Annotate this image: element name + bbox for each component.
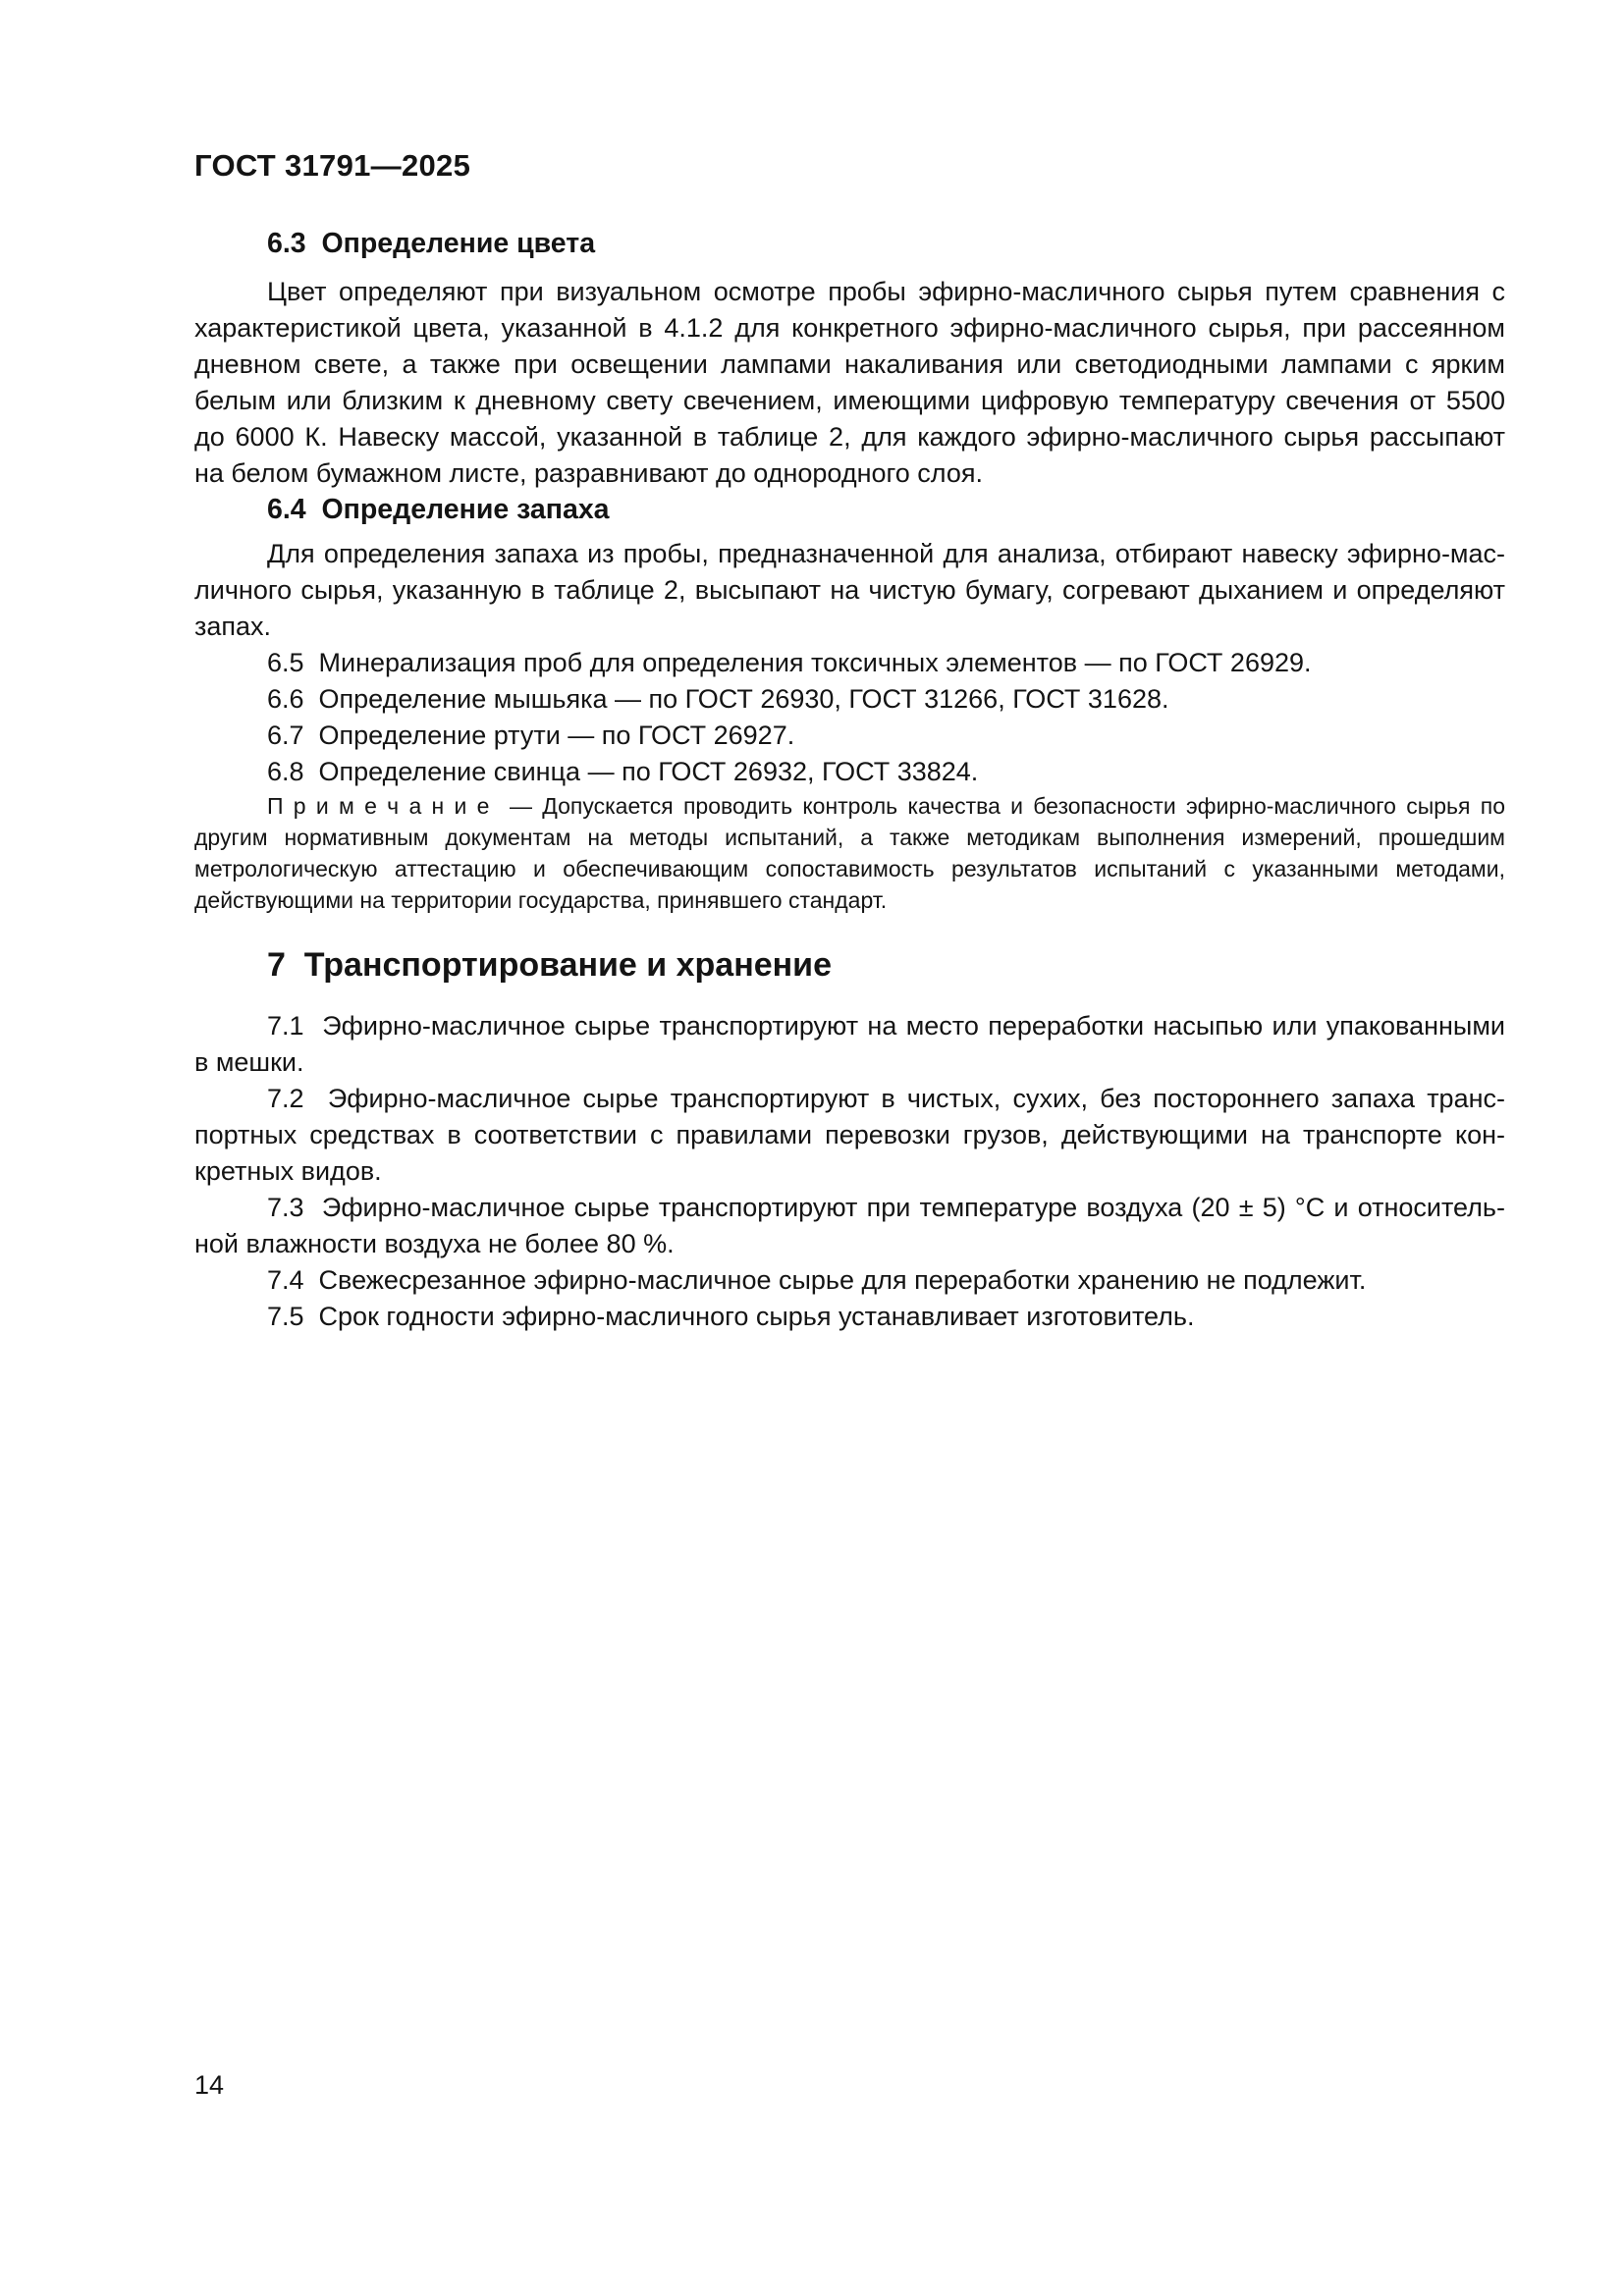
clause-6-6: 6.6 Определение мышьяка — по ГОСТ 26930, ГОСТ 31266, ГОСТ 31628. <box>267 684 1169 714</box>
paragraph-7-4 <box>194 1262 1505 1299</box>
text-line: дневном свете, а также при освещении лампами накаливания или светодиодными лампами с ярким <box>194 349 1505 379</box>
section-7-heading: 7 Транспортирование и хранение <box>267 946 832 984</box>
section-6-4-heading: 6.4 Определение запаха <box>267 494 610 525</box>
text-line: характеристикой цвета, указанной в 4.1.2 для конкретного эфирно-масличного сырья, при рассеянном <box>194 313 1505 343</box>
paragraph-6-3 <box>194 274 1505 492</box>
clause-list <box>194 645 1505 790</box>
text-line: белым или близким к дневному свету свечением, имеющими цифровую температуру свечения от 5500 <box>194 386 1505 415</box>
text-line: в мешки. <box>194 1047 304 1077</box>
text-line: 7.1 Эфирно-масличное сырье транспортируют на место переработки насыпью или упакованными <box>267 1011 1505 1041</box>
text-line: 7.2 Эфирно-масличное сырье транспортируют в чистых, сухих, без постороннего запаха транс- <box>267 1084 1505 1113</box>
text-line: Цвет определяют при визуальном осмотре пробы эфирно-масличного сырья путем сравнения с <box>267 277 1505 306</box>
section-6-3-heading: 6.3 Определение цвета <box>267 228 596 259</box>
paragraph-7-5 <box>194 1299 1505 1335</box>
note-line: действующими на территории государства, принявшего стандарт. <box>194 887 888 913</box>
note-line: другим нормативным документам на методы испытаний, а также методикам выполнения измерений, прошедшим <box>194 825 1505 850</box>
text-line: запах. <box>194 612 272 641</box>
paragraph-7-1 <box>194 1008 1505 1081</box>
text-line: 7.4 Свежесрезанное эфирно-масличное сырье для переработки хранению не подлежит. <box>267 1265 1367 1295</box>
text-line: 7.5 Срок годности эфирно-масличного сырья устанавливает изготовитель. <box>267 1302 1195 1331</box>
text-line: личного сырья, указанную в таблице 2, высыпают на чистую бумагу, согревают дыханием и определяют <box>194 575 1505 605</box>
text-line: кретных видов. <box>194 1156 382 1186</box>
paragraph-6-4 <box>194 536 1505 645</box>
text-line: Для определения запаха из пробы, предназначенной для анализа, отбирают навеску эфирно-мас- <box>267 539 1505 568</box>
text-line: на белом бумажном листе, разравнивают до однородного слоя. <box>194 458 983 488</box>
clause-6-8: 6.8 Определение свинца — по ГОСТ 26932, ГОСТ 33824. <box>267 757 979 786</box>
page-content <box>194 150 1505 1335</box>
paragraph-7-3 <box>194 1190 1505 1262</box>
text-line: ной влажности воздуха не более 80 %. <box>194 1229 675 1258</box>
text-line: портных средствах в соответствии с правилами перевозки грузов, действующими на транспорте кон- <box>194 1120 1505 1149</box>
clause-6-5: 6.5 Минерализация проб для определения токсичных элементов — по ГОСТ 26929. <box>267 648 1312 677</box>
paragraph-7-2 <box>194 1081 1505 1190</box>
note-line: П р и м е ч а н и е — Допускается проводить контроль качества и безопасности эфирно-масличного сырья по <box>267 793 1505 819</box>
note-line: метрологическую аттестацию и обеспечивающим сопоставимость результатов испытаний с указанными методами, <box>194 856 1505 881</box>
text-line: до 6000 К. Навеску массой, указанной в таблице 2, для каждого эфирно-масличного сырья рассыпают <box>194 422 1505 452</box>
note-block <box>194 790 1505 916</box>
text-line: 7.3 Эфирно-масличное сырье транспортируют при температуре воздуха (20 ± 5) °С и относитель- <box>267 1193 1505 1222</box>
page-number: 14 <box>194 2070 225 2100</box>
running-header: ГОСТ 31791—2025 <box>194 148 471 183</box>
clause-6-7: 6.7 Определение ртути — по ГОСТ 26927. <box>267 721 795 750</box>
